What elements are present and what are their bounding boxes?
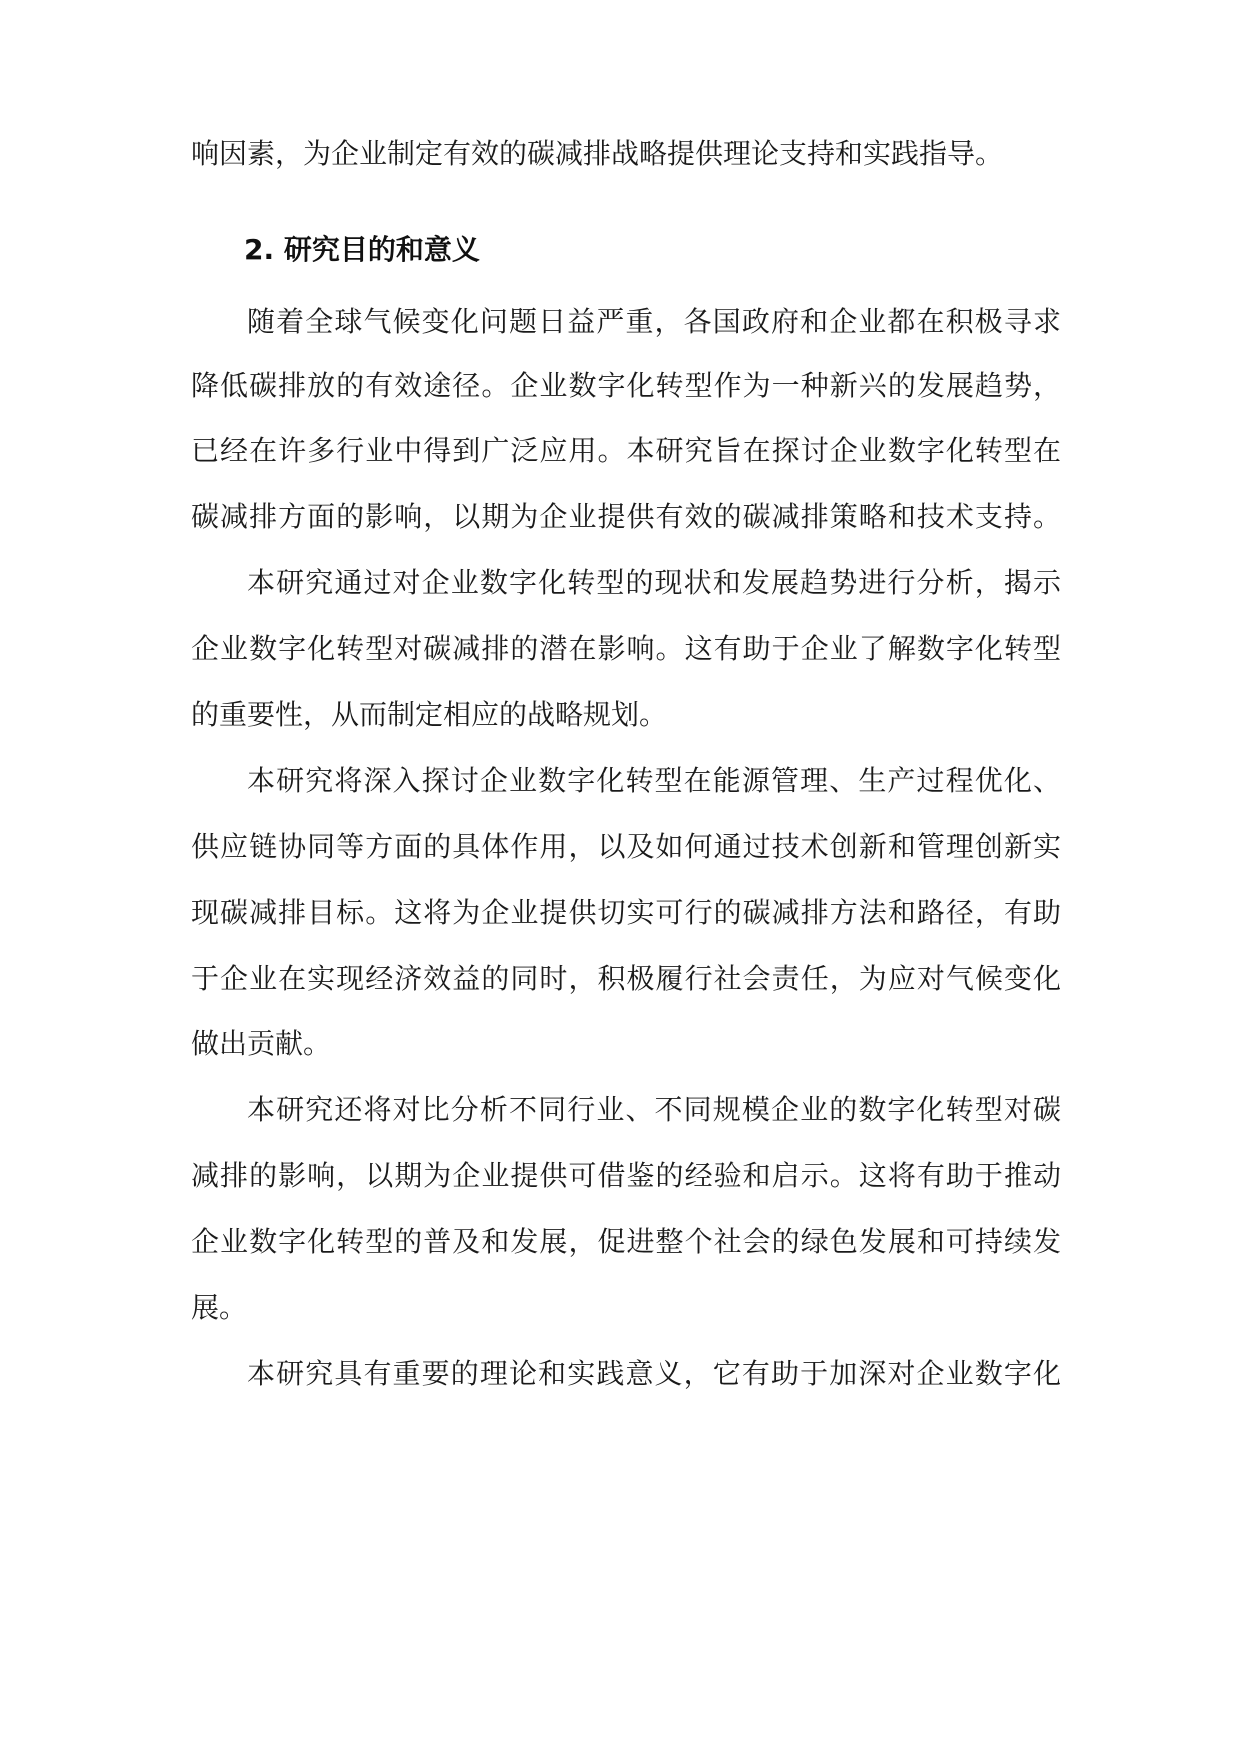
text-line: 响因素，为企业制定有效的碳减排战略提供理论支持和实践指导。	[191, 137, 1004, 170]
text-line: 本研究具有重要的理论和实践意义，它有助于加深对企业数字化	[247, 1357, 1061, 1390]
text-line: 已经在许多行业中得到广泛应用。本研究旨在探讨企业数字化转型在	[191, 434, 1061, 467]
text-line: 本研究通过对企业数字化转型的现状和发展趋势进行分析，揭示	[247, 566, 1061, 599]
text-line: 做出贡献。	[191, 1027, 332, 1060]
text-line: 于企业在实现经济效益的同时，积极履行社会责任，为应对气候变化	[191, 962, 1061, 995]
text-line: 降低碳排放的有效途径。企业数字化转型作为一种新兴的发展趋势，	[191, 369, 1061, 402]
text-line: 企业数字化转型的普及和发展，促进整个社会的绿色发展和可持续发	[191, 1225, 1061, 1258]
text-line: 企业数字化转型对碳减排的潜在影响。这有助于企业了解数字化转型	[191, 632, 1061, 665]
section-heading: 2. 研究目的和意义	[244, 233, 480, 266]
text-line: 随着全球气候变化问题日益严重，各国政府和企业都在积极寻求	[247, 305, 1061, 338]
text-line: 展。	[191, 1291, 248, 1324]
text-line: 减排的影响，以期为企业提供可借鉴的经验和启示。这将有助于推动	[191, 1159, 1061, 1192]
text-line: 的重要性，从而制定相应的战略规划。	[191, 698, 668, 731]
text-line: 供应链协同等方面的具体作用，以及如何通过技术创新和管理创新实	[191, 830, 1061, 863]
text-line: 本研究还将对比分析不同行业、不同规模企业的数字化转型对碳	[247, 1093, 1061, 1126]
text-line: 本研究将深入探讨企业数字化转型在能源管理、生产过程优化、	[247, 764, 1061, 797]
text-line: 现碳减排目标。这将为企业提供切实可行的碳减排方法和路径，有助	[191, 896, 1061, 929]
text-line: 碳减排方面的影响，以期为企业提供有效的碳减排策略和技术支持。	[191, 500, 1061, 533]
